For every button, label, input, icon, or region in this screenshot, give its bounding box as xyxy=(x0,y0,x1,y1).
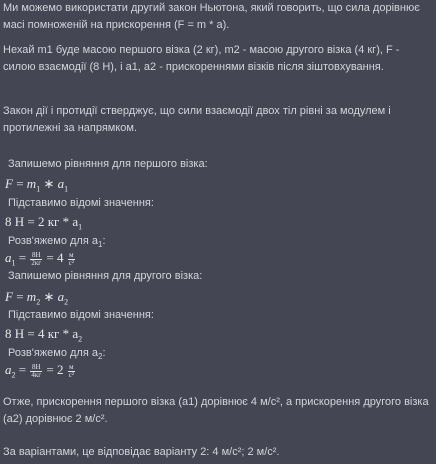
solve1-text: Розв'яжемо для a xyxy=(8,235,98,247)
eq1-a-sub: 1 xyxy=(64,184,69,194)
equation-newton-second: $F = m_2$ ∗ $a_2$ xyxy=(5,289,69,307)
res1-a: a xyxy=(5,250,12,265)
res1-den: 2кг xyxy=(31,258,42,267)
eq2-text: 8 Н = 2 кг * a xyxy=(5,214,79,229)
res2-sub: 2 xyxy=(11,370,16,380)
equation-result-first: $a_1$ = $\frac{8Н}{2кг}$ = 4 $\frac{м}{\text{с²}}$ xyxy=(5,250,74,268)
res2-a: a xyxy=(5,362,12,377)
res1-fraction xyxy=(30,252,42,267)
res2-unit-den: с² xyxy=(68,370,74,379)
equation-result-second: $a_2$ = $\frac{8Н}{4кг}$ = 2 $\frac{м}{\text{с²}}$ xyxy=(5,362,74,380)
eq3-lhs: F xyxy=(5,289,13,304)
eq1-m-sub: 1 xyxy=(36,184,41,194)
step-substitute-first: Підставимо відомі значення: xyxy=(8,197,154,209)
res1-sub: 1 xyxy=(11,258,16,268)
paragraph-conclusion: Отже, прискорення першого візка (a1) дорівнює 4 м/с², а прискорення другого візка (a2) дорівнює 2 м/с². xyxy=(3,396,429,425)
eq4-text: 8 Н = 4 кг * a xyxy=(5,326,79,341)
res2-unit xyxy=(68,364,75,379)
eq3-m: m xyxy=(26,289,37,304)
step-write-second: Запишемо рівняння для другого візка: xyxy=(8,270,203,282)
eq3-a-sub: 2 xyxy=(64,297,69,307)
paragraph-definitions: Нехай m1 буде масою першого візка (2 кг), m2 - масою другого візка (4 кг), F - силою взаємодії (8 Н), і a1, a2 - прискореннями візків після зіштовхування. xyxy=(3,44,400,73)
solve2-sub: 2 xyxy=(97,352,103,362)
eq1-a: a xyxy=(57,176,65,191)
res2-unit-num: м xyxy=(69,362,74,371)
eq4-sub: 2 xyxy=(78,334,83,344)
res2-fraction xyxy=(30,364,42,379)
solve2-colon: : xyxy=(102,347,106,359)
res2-num: 8Н xyxy=(31,362,41,371)
eq2-sub: 1 xyxy=(78,222,83,232)
res2-den: 4кг xyxy=(31,370,42,379)
solve2-text: Розв'яжемо для a xyxy=(8,347,98,359)
res1-unit-num: м xyxy=(69,250,74,259)
res1-num: 8Н xyxy=(31,250,41,259)
res1-val: = 4 xyxy=(46,250,64,265)
step-substitute-second: Підставимо відомі значення: xyxy=(8,309,154,321)
res2-val: = 2 xyxy=(46,362,64,377)
equation-newton-first: $F = m_1$ ∗ $a_1$ xyxy=(5,176,69,194)
eq1-m: m xyxy=(26,176,37,191)
step-write-first: Запишемо рівняння для першого візка: xyxy=(8,158,208,170)
res1-unit-den: с² xyxy=(68,258,74,267)
paragraph-third-law: Закон дії і протидії стверджує, що сили взаємодії двох тіл рівні за модулем і протилежні за напрямком. xyxy=(3,105,391,134)
eq1-lhs: F xyxy=(5,176,13,191)
solve1-colon: : xyxy=(102,235,106,247)
res1-unit xyxy=(68,252,75,267)
eq3-m-sub: 2 xyxy=(36,297,41,307)
paragraph-intro: Ми можемо використати другий закон Ньютона, який говорить, що сила дорівнює масі помноженій на прискорення (F = m * a). xyxy=(3,2,420,31)
eq3-a: a xyxy=(57,289,65,304)
paragraph-answer: За варіантами, це відповідає варіанту 2: 4 м/с²; 2 м/с². xyxy=(3,446,280,458)
solve1-sub: 1 xyxy=(97,240,103,250)
